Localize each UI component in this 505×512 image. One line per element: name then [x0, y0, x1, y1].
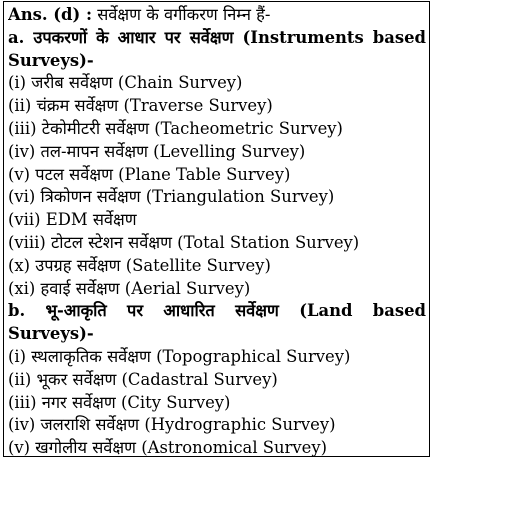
section-a-item: (xi) हवाई सर्वेक्षण (Aerial Survey) [8, 278, 251, 298]
section-a-heading: a. उपकरणों के आधार पर सर्वेक्षण (Instruments based [8, 27, 426, 47]
answer-intro: सर्वेक्षण के वर्गीकरण निम्न हैं- [92, 5, 271, 24]
answer-prefix: Ans. (d) : [8, 5, 93, 24]
section-a-item: (vii) EDM सर्वेक्षण [8, 210, 137, 230]
section-a-item: (v) पटल सर्वेक्षण (Plane Table Survey) [8, 164, 291, 184]
answer-box [3, 1, 430, 457]
section-a-item: (i) जरीब सर्वेक्षण (Chain Survey) [8, 73, 243, 93]
section-a-item: (vi) त्रिकोणन सर्वेक्षण (Triangulation Survey) [8, 187, 335, 207]
section-a-heading-cont: Surveys)- [8, 50, 94, 70]
section-b-heading: b. भू-आकृति पर आधारित सर्वेक्षण (Land based [8, 301, 426, 321]
section-b-item: (v) खगोलीय सर्वेक्षण (Astronomical Survey) [8, 438, 327, 458]
section-a-item: (iv) तल-मापन सर्वेक्षण (Levelling Survey) [8, 141, 306, 161]
section-a-item: (viii) टोटल स्टेशन सर्वेक्षण (Total Station Survey) [8, 232, 360, 252]
section-b-item: (i) स्थलाकृतिक सर्वेक्षण (Topographical Survey) [8, 346, 351, 366]
section-b-heading-cont: Surveys)- [8, 324, 94, 344]
section-a-item: (ii) चंक्रम सर्वेक्षण (Traverse Survey) [8, 96, 273, 116]
section-b-item: (iii) नगर सर्वेक्षण (City Survey) [8, 392, 231, 412]
answer-intro-line [8, 4, 426, 27]
section-b-item: (ii) भूकर सर्वेक्षण (Cadastral Survey) [8, 369, 278, 389]
section-a-item: (x) उपग्रह सर्वेक्षण (Satellite Survey) [8, 255, 271, 275]
section-b-item: (iv) जलराशि सर्वेक्षण (Hydrographic Survey) [8, 415, 336, 435]
section-a-item: (iii) टेकोमीटरी सर्वेक्षण (Tacheometric Survey) [8, 118, 343, 138]
